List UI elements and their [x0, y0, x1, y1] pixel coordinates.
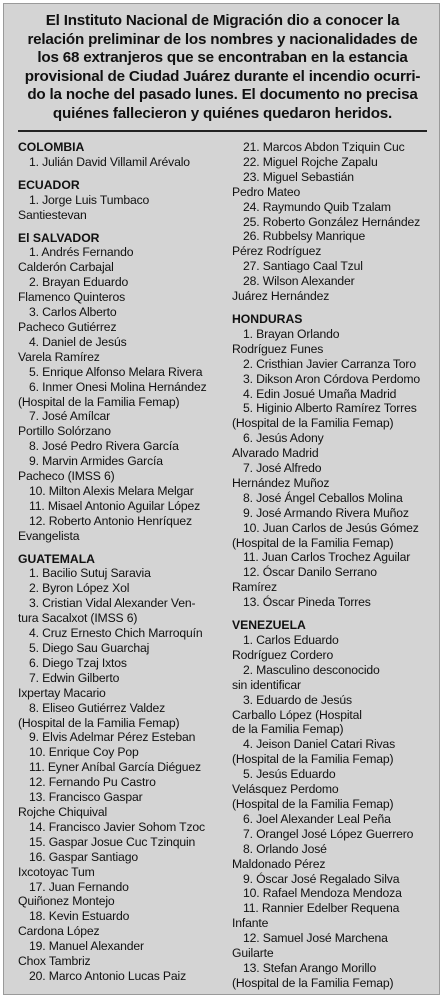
person-name-line: 10. Juan Carlos de Jesús Gómez — [243, 520, 419, 535]
person-name-line: 2. Cristhian Javier Carranza Toro — [243, 356, 416, 371]
person-name-line: 9. Óscar José Regalado Silva — [243, 871, 400, 886]
list-column-right — [232, 140, 427, 998]
person-name-line: 18. Kevin Estuardo — [29, 909, 130, 924]
person-name-line: 6. Jesús Adony — [243, 431, 324, 446]
person-entry — [18, 656, 228, 671]
person-entry — [18, 596, 228, 626]
country-heading: El SALVADOR — [18, 230, 100, 245]
person-name-line: 13. Stefan Arango Morillo — [243, 960, 377, 975]
person-name-line: 15. Gaspar Josue Cuc Tzinquin — [29, 834, 196, 849]
person-entry — [18, 969, 228, 984]
person-name-line: 1. Jorge Luis Tumbaco — [29, 192, 150, 207]
person-name-line: 19. Manuel Alexander — [29, 939, 144, 954]
person-entry — [232, 521, 427, 551]
person-list — [18, 193, 228, 223]
person-entry — [18, 641, 228, 656]
person-name-continuation: (Hospital de la Familia Femap) — [18, 715, 180, 730]
person-entry — [232, 229, 427, 259]
person-name-continuation: Ixcotoyac Tum — [18, 864, 95, 879]
person-entry — [232, 274, 427, 304]
person-name-line: 26. Rubbelsy Manrique — [243, 229, 366, 244]
person-name-continuation: (Hospital de la Familia Femap) — [232, 535, 394, 550]
person-name-continuation: sin identificar — [232, 677, 301, 692]
country-section — [232, 618, 427, 991]
person-name-line: 10. Rafael Mendoza Mendoza — [243, 886, 402, 901]
person-name-line: 4. Jeison Daniel Catari Rivas — [243, 737, 396, 752]
person-name-line: 24. Raymundo Quib Tzalam — [243, 199, 391, 214]
person-name-line: 11. Juan Carlos Trochez Aguilar — [243, 550, 411, 565]
person-name-line: 2. Byron López Xol — [29, 581, 130, 596]
person-name-line: 2. Brayan Eduardo — [29, 275, 129, 290]
person-entry — [232, 431, 427, 461]
person-entry — [18, 155, 228, 170]
person-entry — [18, 335, 228, 365]
country-heading: VENEZUELA — [232, 618, 306, 633]
country-heading: GUATEMALA — [18, 551, 95, 566]
person-entry — [232, 693, 427, 738]
country-heading: COLOMBIA — [18, 140, 85, 154]
person-entry — [18, 409, 228, 439]
person-name-line: 6. Inmer Onesi Molina Hernández — [29, 379, 207, 394]
person-name-continuation: Quiñonez Montejo — [18, 894, 115, 909]
country-heading: HONDURAS — [232, 311, 303, 326]
person-name-line: 8. José Pedro Rivera García — [29, 439, 179, 454]
person-entry — [18, 581, 228, 596]
person-name-continuation: (Hospital de la Familia Femap) — [232, 416, 394, 431]
person-name-line: 11. Rannier Edelber Requena — [243, 901, 400, 916]
person-name-continuation: Guilarte — [232, 946, 274, 961]
country-section — [18, 552, 228, 984]
person-entry — [18, 835, 228, 850]
person-name-line: 22. Miguel Rojche Zapalu — [243, 154, 378, 169]
person-name-continuation: Rojche Chiquival — [18, 804, 108, 819]
person-entry — [18, 514, 228, 544]
person-name-line: 21. Marcos Abdon Tziquin Cuc — [243, 140, 405, 154]
person-name-continuation: Ixpertay Macario — [18, 685, 106, 700]
person-name-continuation: Pacheco Gutiérrez — [18, 319, 117, 334]
divider-rule — [18, 130, 427, 132]
person-entry — [18, 380, 228, 410]
person-name-line: 8. Eliseo Gutiérrez Valdez — [29, 700, 166, 715]
person-name-continuation: Pérez Rodríguez — [232, 244, 322, 259]
person-name-line: 13. Óscar Pineda Torres — [243, 595, 371, 610]
person-name-continuation: Calderón Carbajal — [18, 260, 114, 275]
country-section — [232, 140, 427, 304]
person-entry — [232, 372, 427, 387]
person-name-line: 13. Francisco Gaspar — [29, 790, 143, 805]
person-entry — [18, 566, 228, 581]
person-entry — [232, 550, 427, 565]
person-name-line: 3. Carlos Alberto — [29, 305, 117, 320]
person-name-continuation: Maldonado Pérez — [232, 856, 326, 871]
person-name-line: 4. Edin Josué Umaña Madrid — [243, 386, 397, 401]
person-name-line: 7. José Alfredo — [243, 461, 322, 476]
person-entry — [18, 365, 228, 380]
person-name-continuation: Flamenco Quinteros — [18, 290, 126, 305]
person-name-line: 7. Edwin Gilberto — [29, 670, 120, 685]
person-name-continuation: Juárez Hernández — [232, 289, 330, 304]
person-name-continuation: (Hospital de la Familia Femap) — [232, 796, 394, 811]
person-entry — [18, 730, 228, 745]
person-entry — [232, 663, 427, 693]
person-name-continuation: Rodríguez Cordero — [232, 647, 334, 662]
person-name-continuation: Cardona López — [18, 924, 100, 939]
person-entry — [232, 401, 427, 431]
person-entry — [232, 901, 427, 931]
intro-line: provisional de Ciudad Juárez durante el incendio ocurri- — [24, 67, 421, 85]
person-entry — [232, 215, 427, 230]
person-entry — [232, 565, 427, 595]
person-name-line: 9. José Armando Rivera Muñoz — [243, 505, 409, 520]
intro-paragraph — [10, 12, 435, 124]
person-entry — [18, 745, 228, 760]
person-name-line: 10. Enrique Coy Pop — [29, 745, 139, 760]
person-name-line: 27. Santiago Caal Tzul — [243, 259, 363, 274]
person-name-continuation: Santiestevan — [18, 207, 87, 222]
intro-line: relación preliminar de los nombres y nacionalidades de — [27, 30, 418, 48]
person-list — [18, 566, 228, 983]
person-name-line: 5. Enrique Alfonso Melara Rivera — [29, 364, 203, 379]
person-list — [232, 633, 427, 991]
person-entry — [232, 327, 427, 357]
person-name-continuation: Varela Ramírez — [18, 349, 100, 364]
person-name-line: 4. Daniel de Jesús — [29, 334, 127, 349]
person-name-line: 3. Cristian Vidal Alexander Ven- — [29, 596, 196, 611]
intro-line: do la noche del pasado lunes. El documento no precisa — [27, 86, 418, 104]
person-entry — [232, 491, 427, 506]
person-name-continuation: Rodríguez Funes — [232, 341, 324, 356]
person-list — [18, 155, 228, 170]
person-name-line: 16. Gaspar Santiago — [29, 849, 138, 864]
intro-line: quiénes fallecieron y quiénes quedaron heridos. — [52, 104, 393, 122]
person-entry — [18, 880, 228, 910]
person-entry — [232, 931, 427, 961]
person-name-line: 14. Francisco Javier Sohom Tzoc — [29, 819, 205, 834]
person-entry — [18, 939, 228, 969]
person-name-line: 1. Julián David Villamil Arévalo — [29, 154, 190, 169]
person-name-continuation: Carballo López (Hospital — [232, 707, 362, 722]
person-entry — [232, 886, 427, 901]
person-entry — [232, 155, 427, 170]
person-name-line: 1. Bacilio Sutuj Saravia — [29, 566, 151, 581]
person-name-line: 5. Higinio Alberto Ramírez Torres — [243, 401, 417, 416]
person-entry — [18, 193, 228, 223]
person-entry — [232, 633, 427, 663]
person-name-line: 8. José Ángel Ceballos Molina — [243, 490, 403, 505]
list-column-left — [18, 140, 228, 991]
person-entry — [18, 484, 228, 499]
person-entry — [232, 827, 427, 842]
person-name-line: 11. Misael Antonio Aguilar López — [29, 498, 201, 513]
country-section — [18, 140, 228, 170]
person-entry — [232, 506, 427, 521]
person-name-continuation: tura Sacalxot (IMSS 6) — [18, 611, 138, 626]
person-name-line: 9. Marvin Armides García — [29, 454, 163, 469]
person-name-line: 10. Milton Alexis Melara Melgar — [29, 483, 194, 498]
person-name-line: 2. Masculino desconocido — [243, 662, 380, 677]
person-name-line: 12. Samuel José Marchena — [243, 931, 388, 946]
person-entry — [18, 909, 228, 939]
person-name-continuation: Hernández Muñoz — [232, 475, 330, 490]
person-entry — [232, 737, 427, 767]
person-name-line: 12. Roberto Antonio Henríquez — [29, 513, 193, 528]
intro-line: los 68 extranjeros que se encontraban en la estancia — [37, 49, 408, 67]
person-name-line: 11. Eyner Aníbal García Diéguez — [29, 760, 201, 775]
person-name-line: 23. Miguel Sebastián — [243, 169, 354, 184]
person-entry — [232, 842, 427, 872]
person-name-line: 9. Elvis Adelmar Pérez Esteban — [29, 730, 196, 745]
person-entry — [18, 439, 228, 454]
person-entry — [232, 200, 427, 215]
person-name-line: 1. Carlos Eduardo — [243, 633, 339, 647]
person-entry — [232, 259, 427, 274]
person-name-continuation: Alvarado Madrid — [232, 446, 319, 461]
person-name-continuation: (Hospital de la Familia Femap) — [232, 975, 394, 990]
person-name-continuation: de la Familia Femap) — [232, 722, 344, 737]
person-name-continuation: Portillo Solórzano — [18, 424, 111, 439]
person-name-line: 3. Dikson Aron Córdova Perdomo — [243, 371, 421, 386]
person-name-line: 6. Joel Alexander Leal Peña — [243, 811, 391, 826]
person-name-continuation: (Hospital de la Familia Femap) — [232, 752, 394, 767]
country-heading: ECUADOR — [18, 177, 80, 192]
person-list — [232, 327, 427, 610]
person-name-line: 12. Fernando Pu Castro — [29, 775, 156, 790]
person-list — [18, 245, 228, 543]
person-entry — [18, 701, 228, 731]
person-name-line: 7. José Amílcar — [29, 409, 111, 424]
person-name-continuation: Pedro Mateo — [232, 184, 301, 199]
person-entry — [232, 387, 427, 402]
person-name-line: 8. Orlando José — [243, 841, 327, 856]
person-entry — [232, 872, 427, 887]
person-entry — [18, 454, 228, 484]
person-name-line: 20. Marco Antonio Lucas Paiz — [29, 968, 187, 983]
person-name-continuation: Ramírez — [232, 580, 277, 595]
person-entry — [18, 850, 228, 880]
person-entry — [18, 790, 228, 820]
person-name-continuation: Pacheco (IMSS 6) — [18, 469, 115, 484]
person-name-line: 12. Óscar Danilo Serrano — [243, 565, 377, 580]
person-name-line: 1. Andrés Fernando — [29, 245, 134, 260]
person-entry — [18, 245, 228, 275]
person-entry — [232, 595, 427, 610]
person-name-continuation: Velásquez Perdomo — [232, 782, 339, 797]
country-section — [18, 231, 228, 544]
person-entry — [18, 499, 228, 514]
person-name-line: 3. Eduardo de Jesús — [243, 692, 352, 707]
person-entry — [18, 820, 228, 835]
person-name-line: 5. Jesús Eduardo — [243, 767, 336, 782]
person-name-continuation: Evangelista — [18, 528, 80, 543]
person-entry — [18, 626, 228, 641]
person-entry — [18, 671, 228, 701]
person-entry — [232, 812, 427, 827]
person-entry — [18, 275, 228, 305]
person-name-line: 6. Diego Tzaj Ixtos — [29, 655, 127, 670]
person-name-continuation: Chox Tambriz — [18, 954, 91, 969]
person-entry — [232, 140, 427, 155]
person-name-line: 7. Orangel José López Guerrero — [243, 826, 414, 841]
person-entry — [232, 461, 427, 491]
person-name-line: 17. Juan Fernando — [29, 879, 129, 894]
country-section — [18, 178, 228, 223]
person-name-line: 4. Cruz Ernesto Chich Marroquín — [29, 626, 203, 641]
person-name-line: 28. Wilson Alexander — [243, 274, 355, 289]
country-section — [232, 312, 427, 610]
person-name-line: 25. Roberto González Hernández — [243, 214, 421, 229]
person-entry — [18, 775, 228, 790]
person-entry — [232, 767, 427, 812]
person-name-line: 5. Diego Sau Guarchaj — [29, 641, 150, 655]
person-list — [232, 140, 427, 304]
person-entry — [18, 305, 228, 335]
person-entry — [232, 961, 427, 991]
person-name-line: 1. Brayan Orlando — [243, 326, 340, 341]
person-entry — [232, 170, 427, 200]
person-name-continuation: Infante — [232, 916, 269, 931]
person-entry — [18, 760, 228, 775]
person-entry — [232, 357, 427, 372]
person-name-continuation: (Hospital de la Familia Femap) — [18, 394, 180, 409]
intro-line: El Instituto Nacional de Migración dio a conocer la — [45, 12, 400, 29]
